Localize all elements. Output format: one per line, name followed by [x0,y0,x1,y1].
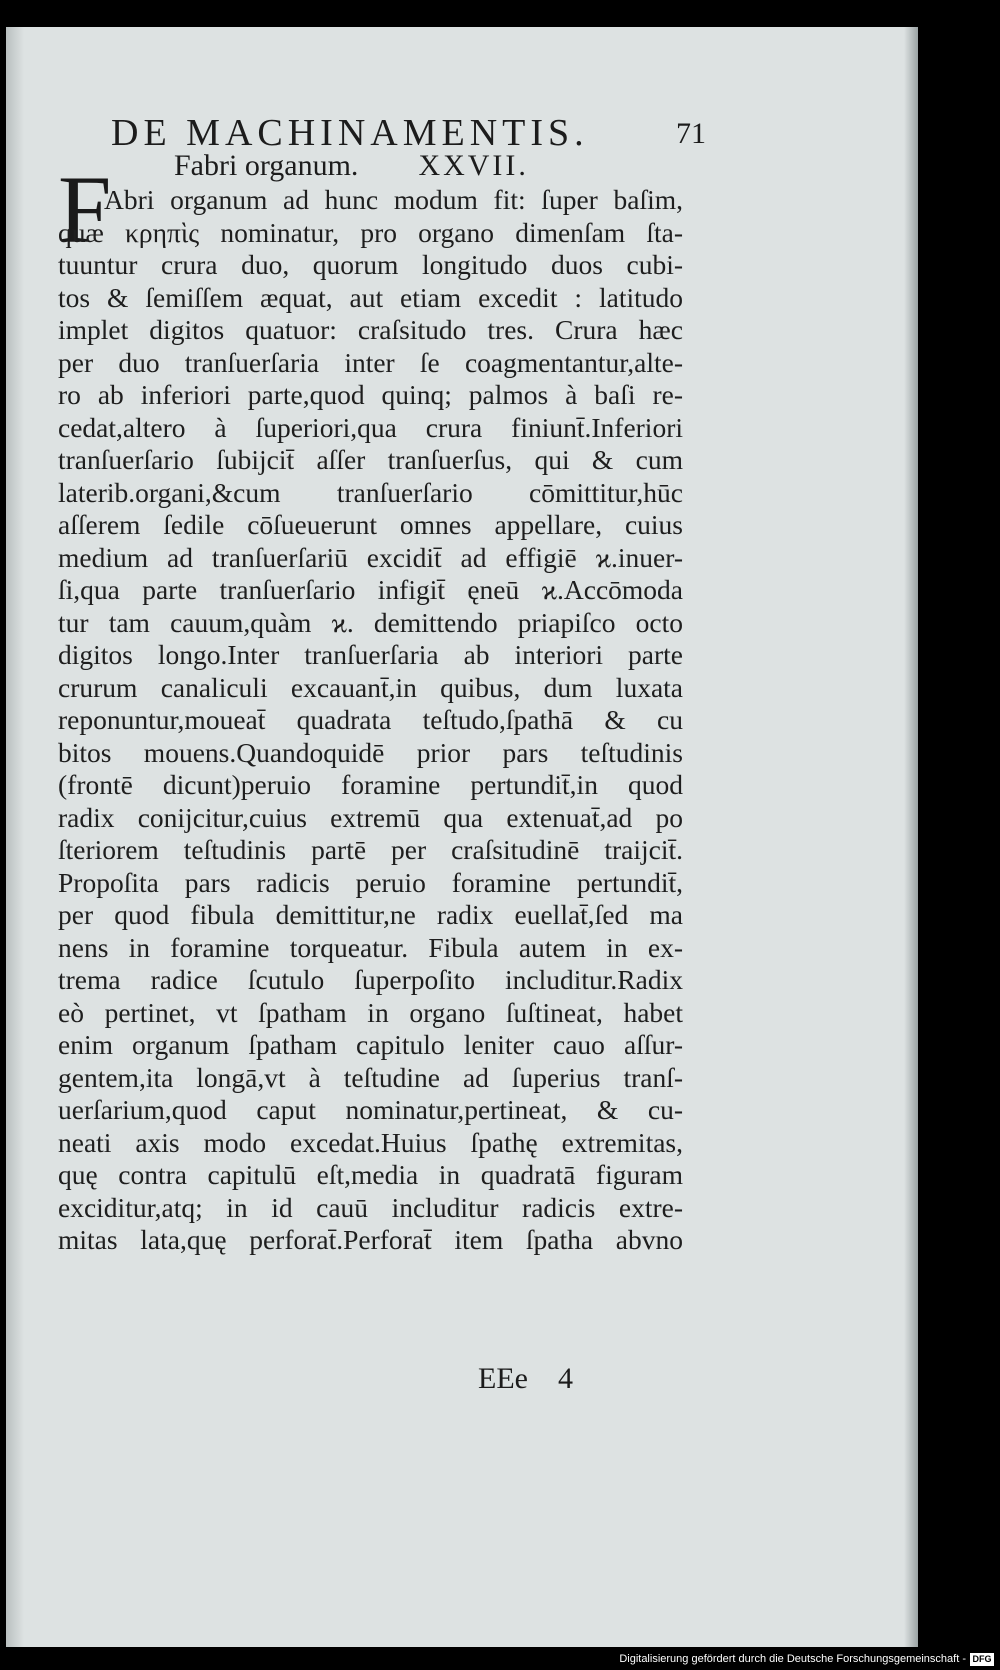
text-line: quæ κρηπὶς nominatur, pro organo dimenſam ſta- [58,216,683,248]
text-line: uerſarium,quod caput nominatur,pertineat, & cu- [58,1094,683,1125]
body-text [58,184,683,1257]
footer-credit: Digitalisierung gefördert durch die Deutsche Forschungsgemeinschaft - [619,1653,966,1665]
text-line: Propoſita pars radicis peruio foramine pertundit̄, [58,866,683,898]
text-line: per quod fibula demittitur,ne radix euellat̄,ſed ma [58,899,683,930]
text-line: per duo tranſuerſaria inter ſe coagmentantur,alte- [58,346,683,378]
signature-mark [478,1362,573,1396]
text-line: digitos longo.Inter tranſuerſaria ab interiori parte [58,639,683,670]
text-line: tuuntur crura duo, quorum longitudo duos cubi- [58,249,683,280]
text-line: reponuntur,moueat̄ quadrata teſtudo,ſpathā & cu [58,704,683,735]
text-line: crurum canaliculi excauant̄,in quibus, dum luxata [58,671,683,703]
running-head: DE MACHINAMENTIS. [111,112,589,154]
signature-number: 4 [557,1362,573,1395]
text-line: nens in foramine torqueatur. Fibula autem in ex- [58,931,683,963]
text-line: ſi,qua parte tranſuerſario infigit̄ ęneū ϰ.Accōmoda [58,574,683,605]
text-line: radix conijcitur,cuius extremū qua extenuat̄,ad po [58,801,683,833]
text-line: eò pertinet, vt ſpatham in organo ſuſtineat, habet [58,996,683,1028]
text-line: neati axis modo excedat.Huius ſpathę extremitas, [58,1126,683,1158]
signature-letters: EEe [478,1362,528,1395]
page-number: 71 [676,117,706,150]
chapter-heading [174,149,529,183]
text-line: cedat,altero à ſuperiori,qua crura finiunt̄.Inferiori [58,411,683,443]
text-line: exciditur,atq; in id cauū includitur radicis extre- [58,1191,683,1223]
book-page [6,27,918,1647]
chapter-title: Fabri organum. [174,149,359,182]
digitization-footer [0,1650,1000,1670]
text-line: tur tam cauum,quàm ϰ. demittendo priapiſco octo [58,606,683,638]
text-line: bitos mouens.Quandoquidē prior pars teſtudinis [58,736,683,768]
drop-cap: F [58,156,112,263]
text-line: ſteriorem teſtudinis partē per craſsitudinē traijcit̄. [58,834,683,865]
text-line: laterib.organi,&cum tranſuerſario cōmittitur,hūc [58,476,683,508]
page-edge-shadow [904,27,918,1647]
text-line: enim organum ſpatham capitulo leniter cauo aſſur- [58,1029,683,1060]
dfg-logo: DFG [970,1653,994,1666]
text-line: quę contra capitulū eſt,media in quadratā figuram [58,1159,683,1190]
page-gutter-shadow [6,27,24,1647]
text-line: medium ad tranſuerſariū excidit̄ ad effigiē ϰ.inuer- [58,541,683,573]
text-line: mitas lata,quę perforat̄.Perforat̄ item ſpatha abvno [58,1224,683,1255]
chapter-number: XXVII. [418,149,529,182]
text-line: Abri organum ad hunc modum fit: ſuper baſim, [104,184,683,215]
text-line: tos & ſemiſſem æquat, aut etiam excedit : latitudo [58,281,683,313]
text-line: gentem,ita longā,vt à teſtudine ad ſuperius tranſ- [58,1061,683,1093]
text-line: tranſuerſario ſubijcit̄ aſſer tranſuerſus, qui & cum [58,444,683,475]
text-line: aſſerem ſedile cōſueuerunt omnes appellare, cuius [58,509,683,540]
text-line: (frontē dicunt)peruio foramine pertundit̄,in quod [58,769,683,800]
text-line: implet digitos quatuor: craſsitudo tres. Crura hæc [58,314,683,345]
text-line: trema radice ſcutulo ſuperpoſito includitur.Radix [58,964,683,995]
text-line: ro ab inferiori parte,quod quinq; palmos à baſi re- [58,379,683,410]
